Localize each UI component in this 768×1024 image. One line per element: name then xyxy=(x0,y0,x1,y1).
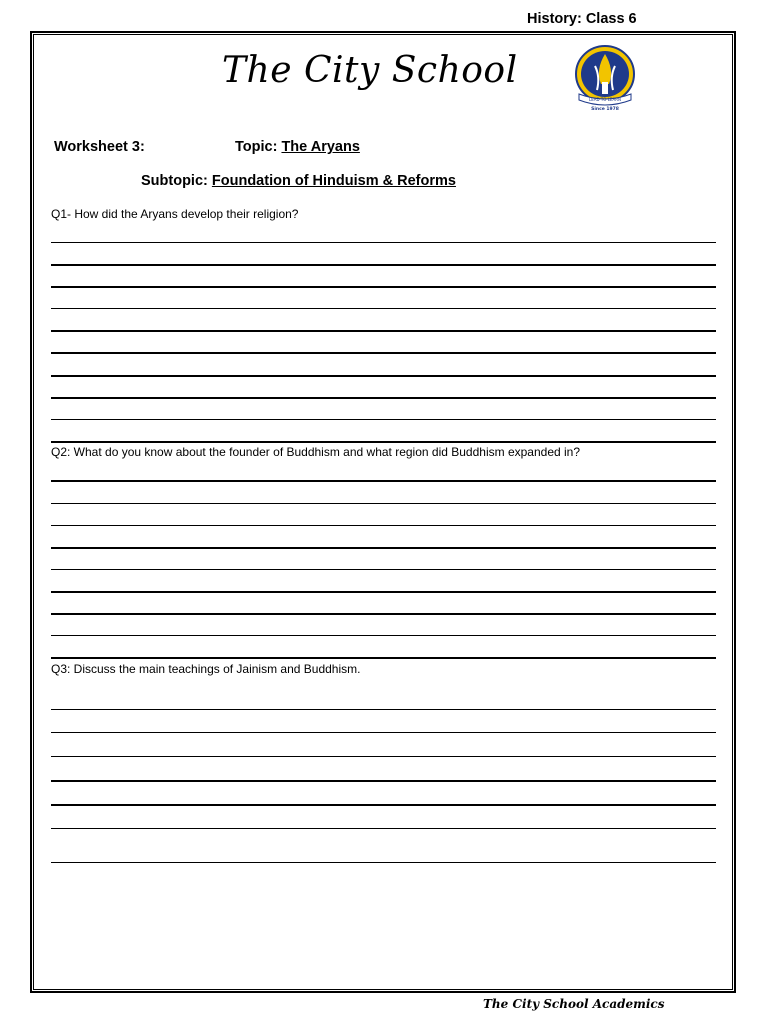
topic-label: Topic: xyxy=(235,139,278,155)
answer-line[interactable] xyxy=(51,591,716,593)
question-1: Q1- How did the Aryans develop their religion? xyxy=(51,207,299,221)
answer-line[interactable] xyxy=(51,635,716,636)
topic-heading xyxy=(235,139,360,155)
answer-line[interactable] xyxy=(51,709,716,710)
answer-line[interactable] xyxy=(51,613,716,615)
question-2: Q2: What do you know about the founder of Buddhism and what region did Buddhism expanded in? xyxy=(51,445,581,459)
answer-line[interactable] xyxy=(51,657,716,659)
logo-motto: LEAD TO LEARN xyxy=(589,97,621,102)
subtopic-label: Subtopic: xyxy=(141,173,208,189)
subtopic-heading xyxy=(141,173,456,189)
topic-value: The Aryans xyxy=(281,139,360,155)
answer-line[interactable] xyxy=(51,732,716,733)
answer-line[interactable] xyxy=(51,804,716,806)
answer-line[interactable] xyxy=(51,308,716,309)
answer-line[interactable] xyxy=(51,441,716,443)
subject-class-label: History: Class 6 xyxy=(527,11,637,27)
answer-line[interactable] xyxy=(51,480,716,482)
answer-line[interactable] xyxy=(51,264,716,266)
answer-line[interactable] xyxy=(51,780,716,782)
question-3: Q3: Discuss the main teachings of Jainism and Buddhism. xyxy=(51,662,361,676)
answer-line[interactable] xyxy=(51,352,716,354)
school-title: The City School xyxy=(222,50,518,91)
answer-line[interactable] xyxy=(51,242,716,243)
answer-line[interactable] xyxy=(51,547,716,549)
footer-text: The City School Academics xyxy=(483,997,665,1011)
answer-line[interactable] xyxy=(51,286,716,288)
school-logo-icon xyxy=(573,44,637,114)
answer-line[interactable] xyxy=(51,569,716,570)
answer-line[interactable] xyxy=(51,397,716,399)
subtopic-value: Foundation of Hinduism & Reforms xyxy=(211,173,456,189)
answer-line[interactable] xyxy=(51,862,716,863)
answer-line[interactable] xyxy=(51,375,716,377)
answer-line[interactable] xyxy=(51,419,716,420)
answer-line[interactable] xyxy=(51,525,716,526)
answer-line[interactable] xyxy=(51,330,716,332)
worksheet-label: Worksheet 3: xyxy=(54,139,145,155)
answer-line[interactable] xyxy=(51,756,716,757)
answer-line[interactable] xyxy=(51,503,716,504)
logo-since: Since 1978 xyxy=(591,107,619,112)
answer-line[interactable] xyxy=(51,828,716,829)
